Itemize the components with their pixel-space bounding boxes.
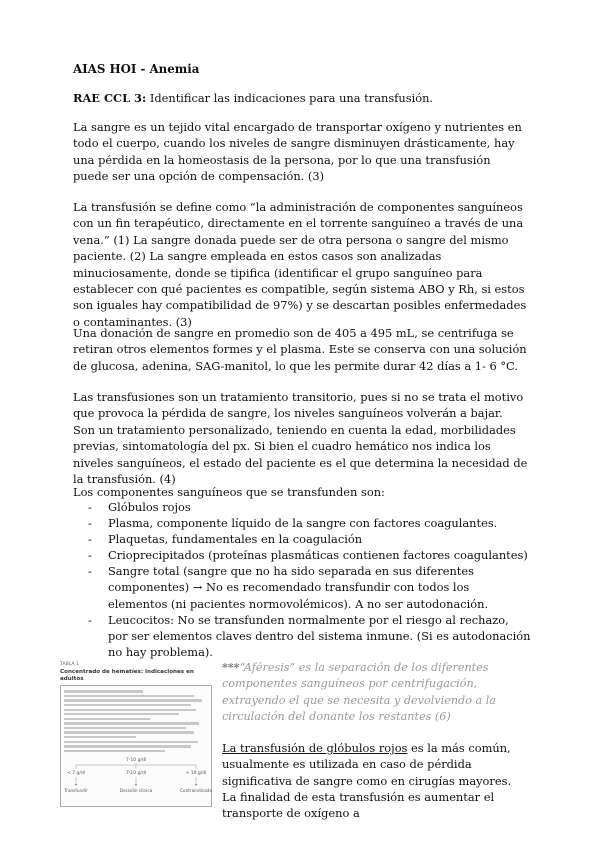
list-item: - Plaquetas, fundamentales en la coagulación [86,531,531,547]
figure-label: TABLA 1 [60,662,79,667]
rae-label: RAE CCL 3: [73,91,147,105]
paragraph-treatment: Las transfusiones son un tratamiento transitorio, pues si no se trata el motivo que provoca la pérdida de sangre, los niveles sanguíneos volverán a bajar. Son un tratamiento personalizado, teniendo en cuenta la edad, morbilidades previas, sintomatología del px. Si bien el cuadro hemático nos indica los niveles sanguíneos, el estado del paciente es el que determina la necesidad de la transfusión. (4) [73,390,528,487]
list-item: - Leucocitos: No se transfunden normalmente por el riesgo al rechazo, por ser elementos claves dentro del sistema inmune. (Si es autodonación no hay problema). [86,612,531,660]
figure-title: Concentrado de hematíes: indicaciones en adultos [60,669,194,682]
apheresis-note [222,659,522,725]
flow-center-result: Decisión clínica [119,788,153,794]
flow-right-result: Contraindicada [180,788,212,794]
flowchart-graphic [64,756,212,794]
flow-center-label: 7-10 g/dl [125,758,147,764]
paragraph-donation: Una donación de sangre en promedio son de 405 a 495 mL, se centrifuga se retiran otros elementos formes y el plasma. Este se conserva con una solución de glucosa, adenina, SAG-manitol, lo que les permite durar 42 días a 1- 6 °C. [73,326,527,373]
red-cells-text: es la más común, usualmente es utilizada en caso de pérdida significativa de sangre como en cirugías mayores. La finalidad de esta transfusión es aumentar el transporte de oxígeno a [222,741,512,821]
list-item: - Sangre total (sangre que no ha sido separada en sus diferentes componentes) → No es recomendado transfundir con todos los elementos (ni pacientes normovolémicos). A no ser autodonación. [86,563,531,611]
components-intro: Los componentes sanguíneos que se transfunden son: [73,485,385,499]
flow-left-result: Transfundir [64,788,88,794]
rae-objective [73,90,528,106]
red-cells-heading: La transfusión de glóbulos rojos [222,741,408,755]
figure-table-box [60,685,212,807]
note-text: “Aféresis” es la separación de los diferentes componentes sanguíneos por centrifugación, extrayendo el que se necesita y devolviendo a la circulación del donante los restantes (6) [222,661,496,723]
list-item: - Plasma, componente líquido de la sangre con factores coagulantes. [86,515,531,531]
flow-left-label: < 7 g/dl [67,771,85,777]
figure-flowchart [64,756,212,794]
paragraph-red-cells [222,740,527,821]
list-item: - Glóbulos rojos [86,499,531,515]
flow-mid-label: 7-10 g/dl [125,771,147,777]
rae-text: Identificar las indicaciones para una transfusión. [149,91,434,105]
flow-right-label: > 10 g/dl [185,771,207,777]
components-list [86,499,531,660]
indications-table-figure [60,662,212,838]
note-stars: *** [222,660,240,674]
paragraph-intro: La sangre es un tejido vital encargado de transportar oxígeno y nutrientes en todo el cuerpo, cuando los niveles de sangre disminuyen drásticamente, hay una pérdida en la homeostasis de la persona, por lo que una transfusión puede ser una opción de compensación. (3) [73,120,522,184]
page-title: AIAS HOI - Anemia [73,62,200,76]
list-item: - Crioprecipitados (proteínas plasmáticas contienen factores coagulantes) [86,547,531,563]
paragraph-definition: La transfusión se define como “la administración de componentes sanguíneos con un fin terapéutico, directamente en el torrente sanguíneo a través de una vena.” (1) La sangre donada puede ser de otra persona o sangre del mismo paciente. (2) La sangre empleada en estos casos son analizadas minuciosamente, donde se tipifica (identificar el grupo sanguíneo para establecer con qué pacientes es compatible, según sistema ABO y Rh, si estos son iguales hay compatibilidad de 97%) y se descartan posibles enfermedades o contaminantes. (3) [73,200,527,329]
